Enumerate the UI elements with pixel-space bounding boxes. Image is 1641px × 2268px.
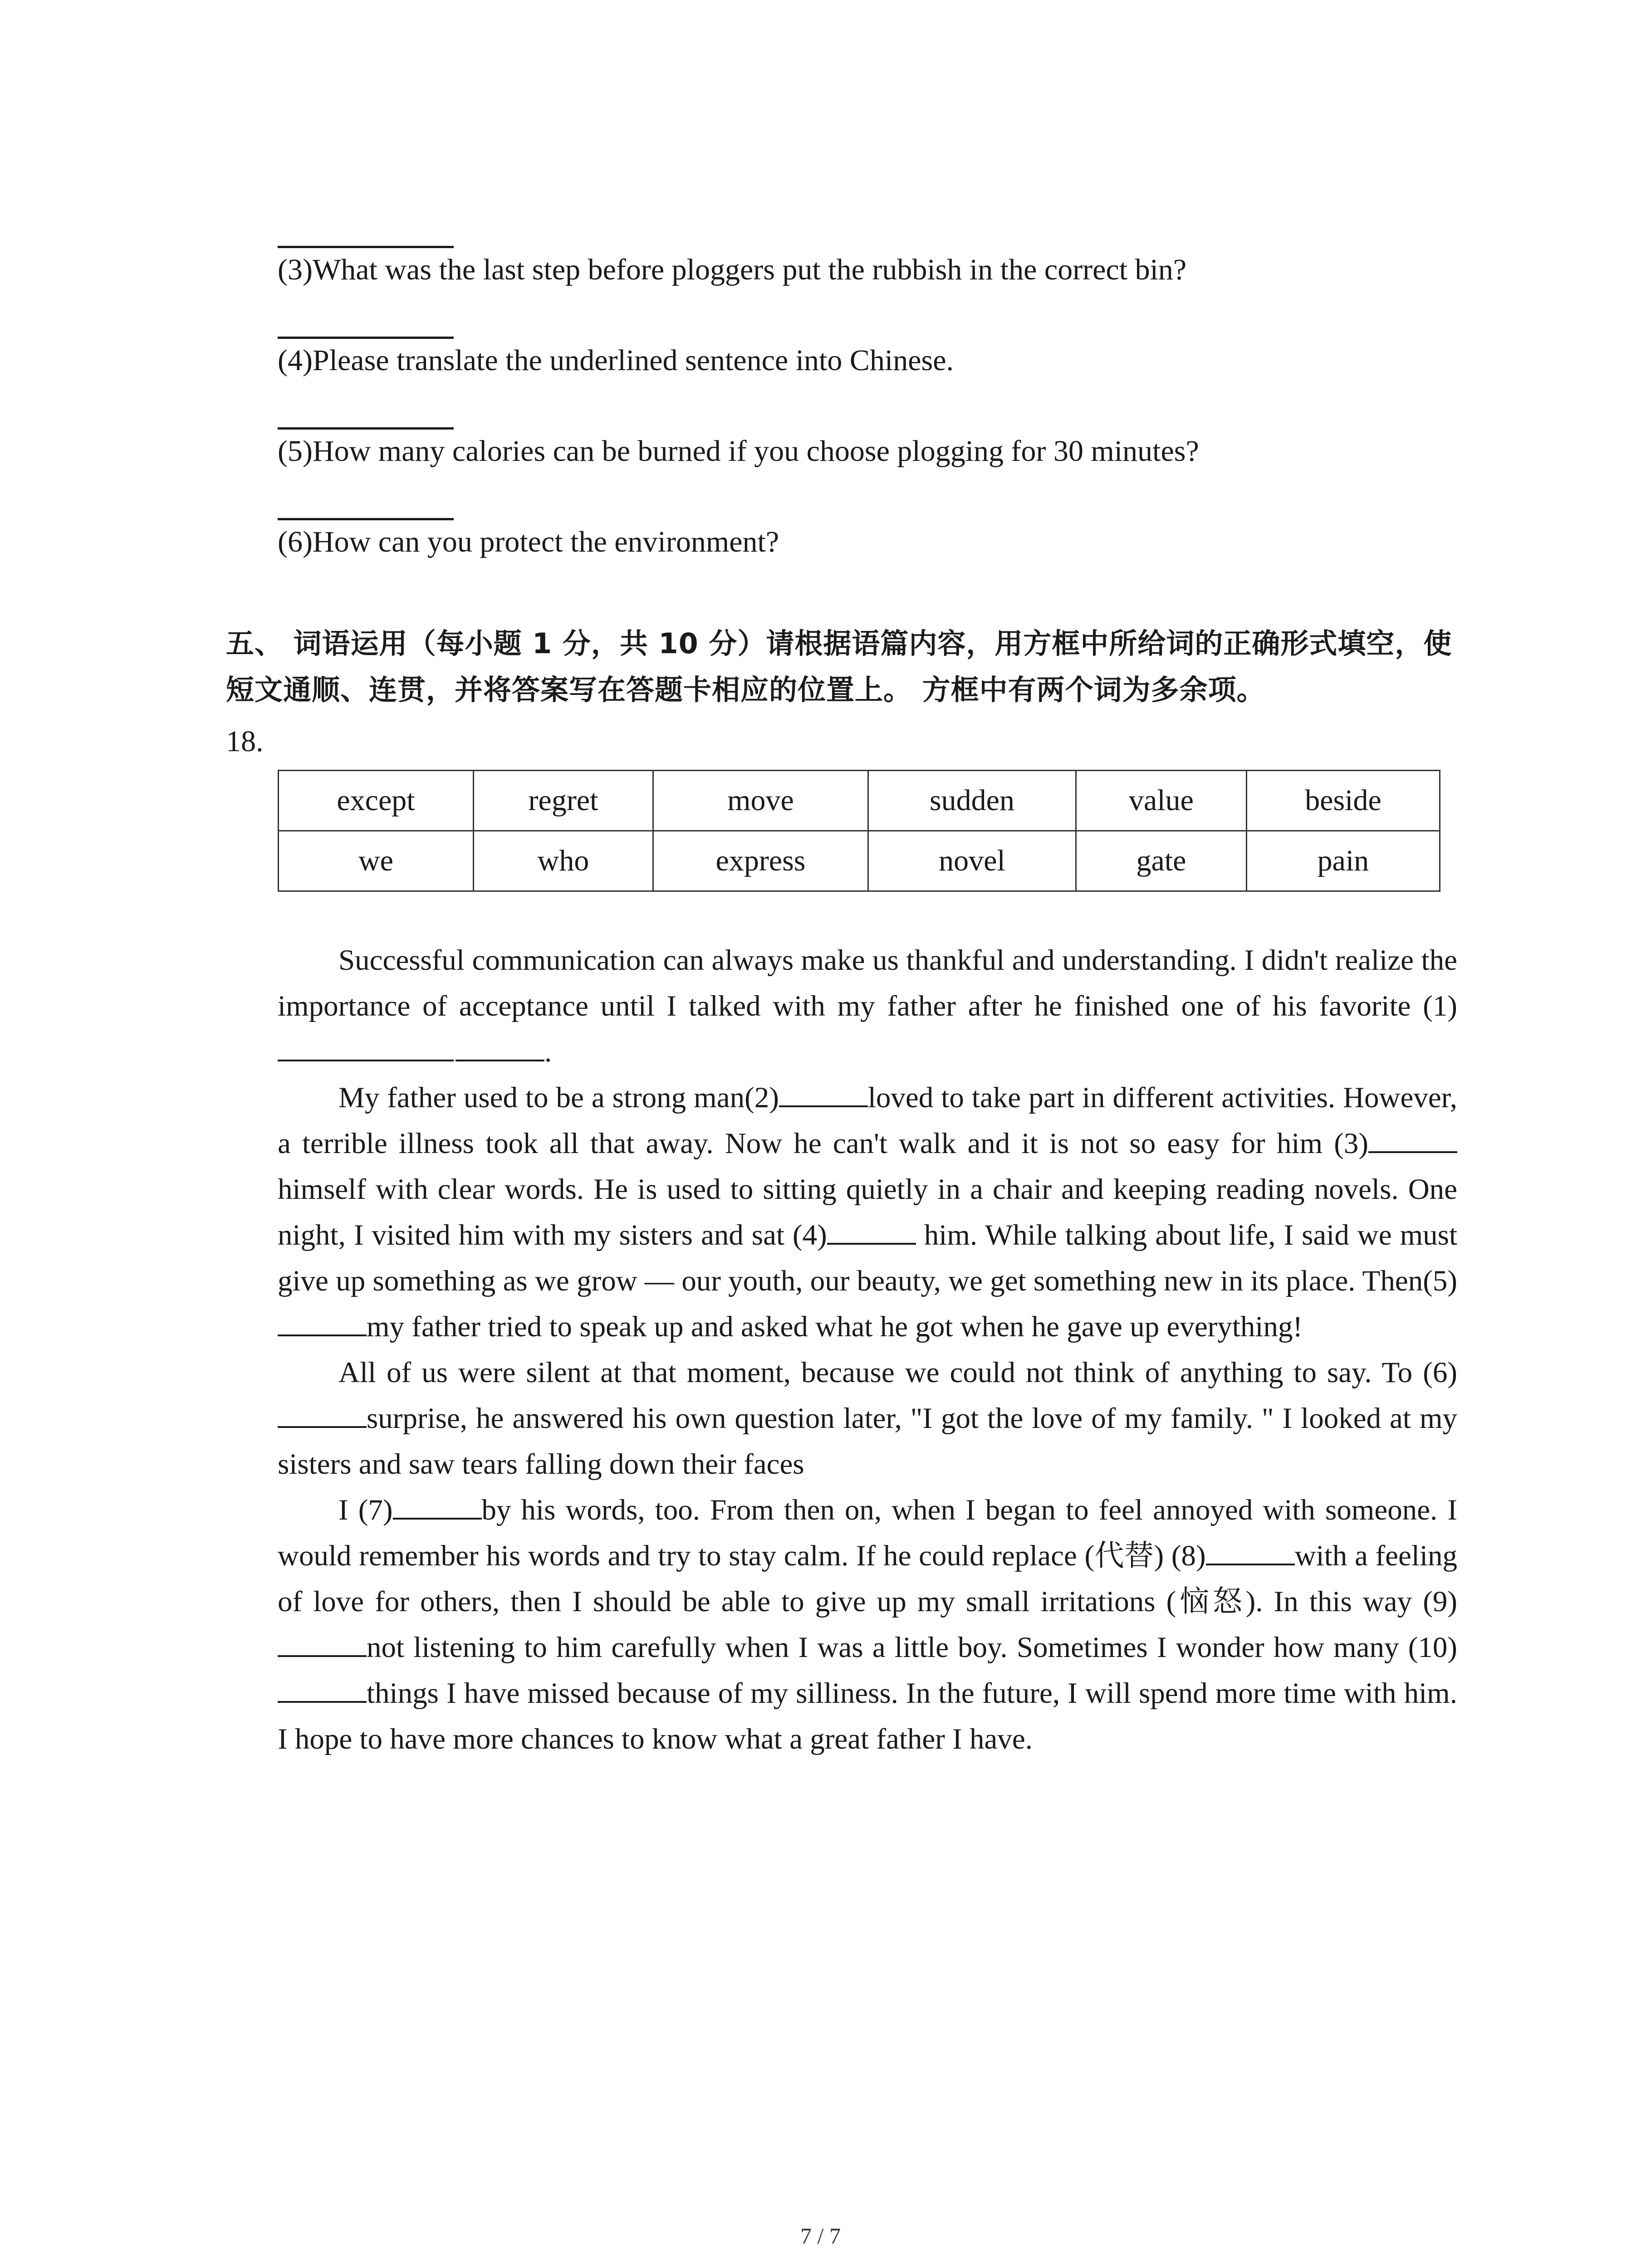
word-cell: pain <box>1247 831 1440 891</box>
page-number: 7 / 7 <box>800 2223 841 2248</box>
passage-text: I (7) <box>338 1494 393 1526</box>
passage-text: him. While talking about life, I said we must give up something as we grow — our youth, our beauty, we get something new in its place. Then(5) <box>278 1219 1457 1297</box>
passage-text: things I have missed because of my silliness. In the future, I will spend more time with him. I hope to have more chances to know what a great father I have. <box>278 1677 1457 1755</box>
word-cell: beside <box>1247 771 1440 831</box>
question-number: 18. <box>226 725 264 758</box>
passage <box>278 938 1457 1762</box>
answer-gap-1-extra[interactable] <box>456 1031 544 1061</box>
question-3 <box>278 222 1457 288</box>
question-text: (3)What was the last step before ploggers put the rubbish in the correct bin? <box>278 253 1187 286</box>
answer-gap-9[interactable] <box>278 1627 367 1657</box>
passage-text: . <box>544 1036 552 1068</box>
answer-blank[interactable] <box>278 404 454 430</box>
answer-gap-1[interactable] <box>278 1031 454 1061</box>
word-cell: we <box>279 831 474 891</box>
passage-text: All of us were silent at that moment, because we could not think of anything to say. To (6) <box>338 1356 1457 1389</box>
word-box-table <box>278 770 1440 892</box>
answer-gap-5[interactable] <box>278 1306 367 1336</box>
answer-gap-6[interactable] <box>278 1398 367 1428</box>
passage-text: not listening to him carefully when I was a little boy. Sometimes I wonder how many (10) <box>367 1631 1457 1664</box>
passage-text: Successful communication can always make us thankful and understanding. I didn't realize the importance of acceptance until I talked with my father after he finished one of his favorite (1) <box>278 944 1457 1022</box>
answer-blank[interactable] <box>278 222 454 248</box>
answer-blank[interactable] <box>278 313 454 339</box>
table-row <box>279 771 1440 831</box>
word-cell: move <box>653 771 868 831</box>
question-5 <box>278 404 1457 469</box>
paragraph <box>278 1487 1457 1762</box>
word-cell: sudden <box>868 771 1076 831</box>
word-cell: regret <box>474 771 653 831</box>
answer-blank[interactable] <box>278 494 454 520</box>
question-text: (6)How can you protect the environment? <box>278 525 779 558</box>
question-text: (4)Please translate the underlined sentence into Chinese. <box>278 344 954 377</box>
passage-text: my father tried to speak up and asked what he got when he gave up everything! <box>367 1310 1303 1343</box>
passage-text: by his words, too. From then on, when I began to feel annoyed with someone. I would remember his words and try to stay calm. If he could replace (代替) (8) <box>278 1494 1457 1572</box>
answer-gap-7[interactable] <box>393 1490 482 1520</box>
passage-text: with a feeling of love for others, then I should be able to give up my small irritations (恼怒). In this way (9) <box>278 1540 1458 1618</box>
paragraph <box>278 1075 1457 1350</box>
word-cell: novel <box>868 831 1076 891</box>
paragraph <box>278 1350 1457 1487</box>
word-cell: value <box>1076 771 1247 831</box>
answer-gap-8[interactable] <box>1206 1535 1295 1565</box>
answer-gap-3[interactable] <box>1368 1123 1457 1153</box>
paragraph <box>278 938 1457 1075</box>
word-cell: who <box>474 831 653 891</box>
passage-text: My father used to be a strong man(2) <box>338 1081 779 1114</box>
question-text: (5)How many calories can be burned if you choose plogging for 30 minutes? <box>278 435 1199 468</box>
table-row <box>279 831 1440 891</box>
word-cell: express <box>653 831 868 891</box>
passage-text: surprise, he answered his own question later, "I got the love of my family. " I looked at my sisters and saw tears falling down their faces <box>278 1402 1457 1481</box>
word-cell: gate <box>1076 831 1247 891</box>
question-4 <box>278 313 1457 379</box>
passage-text: loved to take part in different activities. However, a terrible illness took all that away. Now he can't walk and it is not so easy for him (3) <box>278 1081 1457 1160</box>
answer-gap-4[interactable] <box>827 1215 916 1245</box>
question-6 <box>278 494 1457 560</box>
passage-text: himself with clear words. He is used to sitting quietly in a chair and keeping reading novels. One night, I visited him with my sisters and sat (4) <box>278 1173 1457 1251</box>
word-cell: except <box>279 771 474 831</box>
answer-gap-2[interactable] <box>779 1077 868 1107</box>
answer-gap-10[interactable] <box>278 1673 367 1703</box>
section-heading: 五、 词语运用（每小题 1 分，共 10 分）请根据语篇内容，用方框中所给词的正确形式填空，使短文通顺、连贯，并将答案写在答题卡相应的位置上。 方框中有两个词为多余项。 <box>226 627 1452 706</box>
